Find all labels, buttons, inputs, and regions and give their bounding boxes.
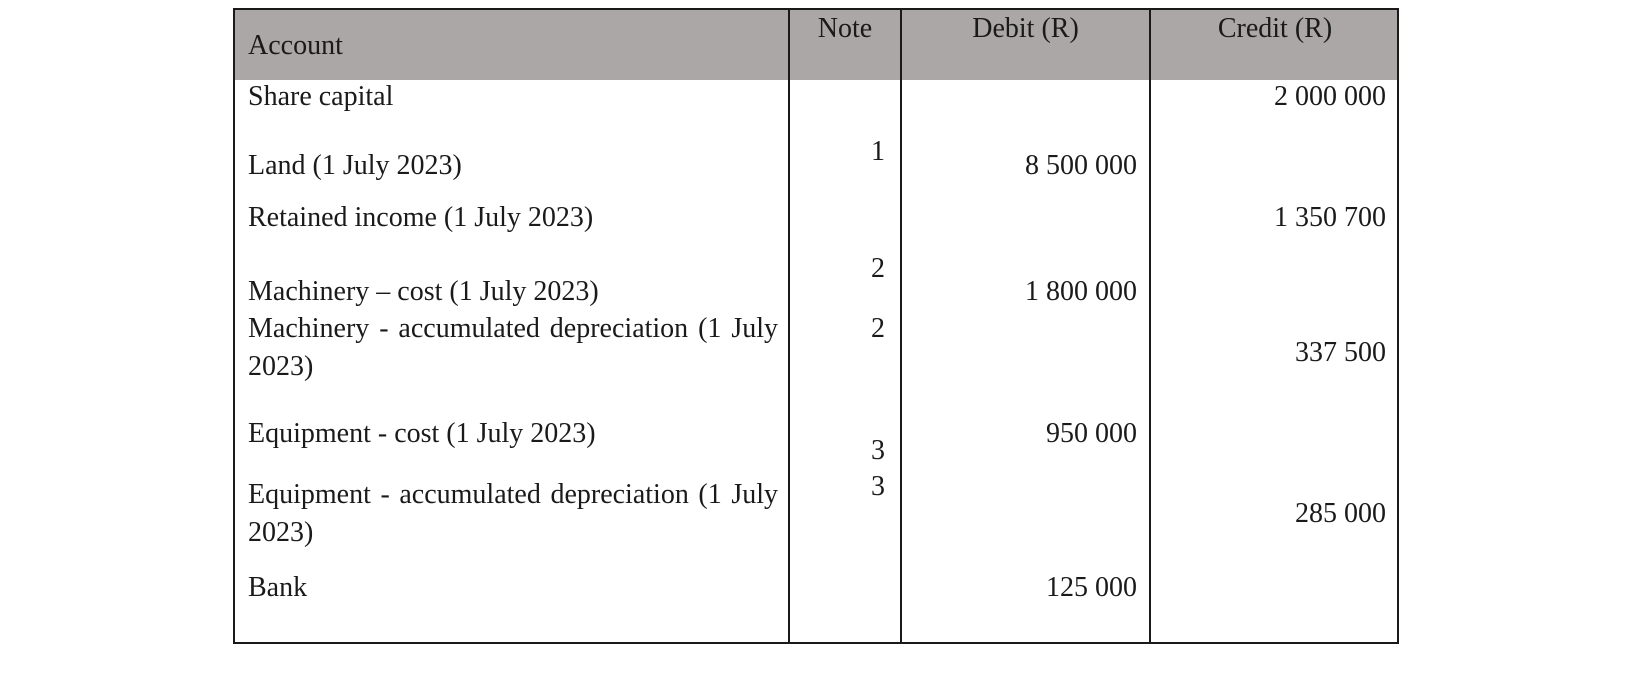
table-row-account: Retained income (1 July 2023) xyxy=(248,202,594,233)
table-row-note: 1 xyxy=(871,136,885,167)
table-row-note: 2 xyxy=(871,313,885,344)
table-row-credit: 1 350 700 xyxy=(1274,202,1386,233)
table-row-credit: 337 500 xyxy=(1295,337,1386,368)
trial-balance-table xyxy=(233,8,1399,644)
header-account: Account xyxy=(248,30,343,61)
table-row-account: Machinery – cost (1 July 2023) xyxy=(248,276,599,307)
table-row-account: Land (1 July 2023) xyxy=(248,150,462,181)
table-row-note: 3 xyxy=(871,471,885,502)
header-debit: Debit (R) xyxy=(972,13,1079,44)
table-row-debit: 8 500 000 xyxy=(1025,150,1137,181)
header-credit: Credit (R) xyxy=(1217,13,1333,44)
header-note: Note xyxy=(817,13,873,44)
table-row-account: Machinery - accumulated depreciation (1 July 2023) xyxy=(248,313,778,382)
table-row-debit: 950 000 xyxy=(1046,418,1137,449)
table-row-note: 3 xyxy=(871,435,885,466)
table-row-account: Share capital xyxy=(248,81,394,112)
table-row-credit: 2 000 000 xyxy=(1274,81,1386,112)
table-row-account: Equipment - accumulated depreciation (1 July 2023) xyxy=(248,479,778,548)
column-divider xyxy=(900,10,902,642)
table-row-account: Bank xyxy=(248,572,308,603)
table-row-credit: 285 000 xyxy=(1295,498,1386,529)
table-row-debit: 1 800 000 xyxy=(1025,276,1137,307)
table-row-debit: 125 000 xyxy=(1046,572,1137,603)
table-row-note: 2 xyxy=(871,253,885,284)
table-row-account: Equipment - cost (1 July 2023) xyxy=(248,418,596,449)
